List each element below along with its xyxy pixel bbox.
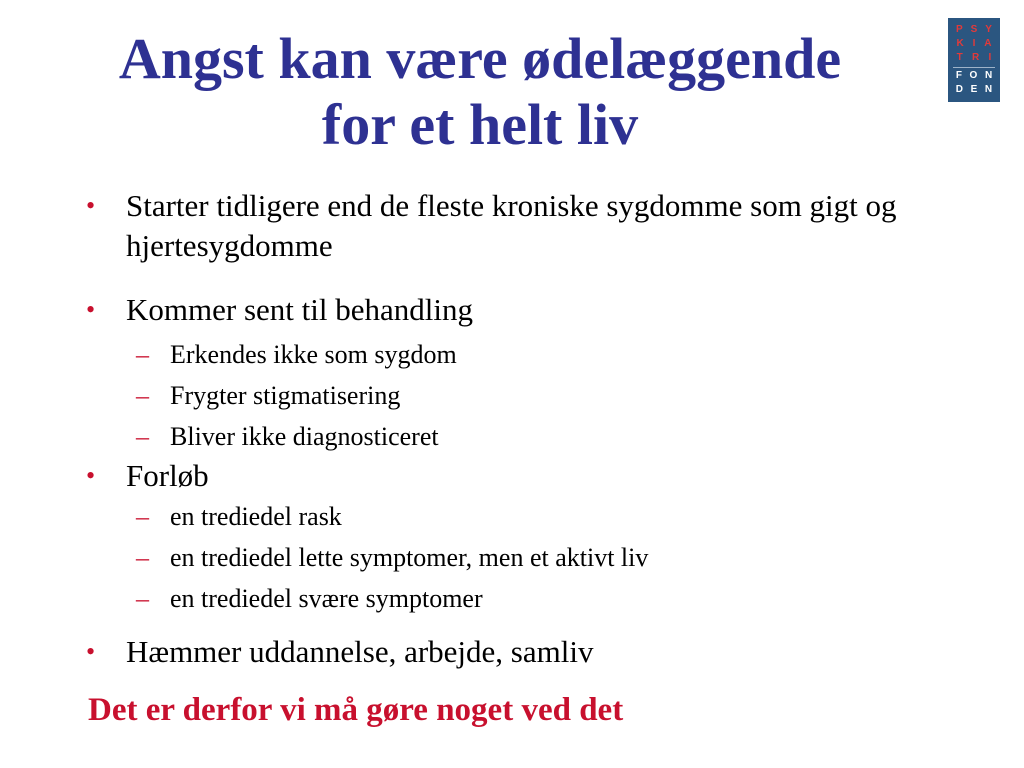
sub-item xyxy=(136,582,483,616)
bullet-text: Kommer sent til behandling xyxy=(126,292,473,327)
slide-title xyxy=(40,26,920,158)
bullet-marker: • xyxy=(86,191,96,220)
sub-text: en trediedel svære symptomer xyxy=(170,584,483,613)
sub-item xyxy=(136,500,342,534)
sub-item xyxy=(136,420,439,454)
logo-letter: I xyxy=(988,52,992,64)
bullet-item xyxy=(86,290,473,330)
sub-item xyxy=(136,338,457,372)
logo-letter: K xyxy=(956,38,964,50)
sub-text: Erkendes ikke som sygdom xyxy=(170,340,457,369)
logo-letter: E xyxy=(970,83,978,95)
sub-marker: – xyxy=(136,422,149,451)
logo-letter: I xyxy=(972,38,976,50)
logo-letter: A xyxy=(984,38,992,50)
logo-letter: S xyxy=(970,24,978,36)
logo-letter: F xyxy=(955,69,962,81)
bullet-text: Forløb xyxy=(126,458,209,493)
slide-title-line-1: Angst kan være ødelæggende xyxy=(118,26,842,91)
sub-marker: – xyxy=(136,584,149,613)
psykiatrifonden-logo xyxy=(948,18,1000,102)
sub-text: en trediedel rask xyxy=(170,502,342,531)
logo-row-3 xyxy=(948,52,1000,64)
sub-item xyxy=(136,541,648,575)
bullet-item xyxy=(86,456,209,496)
logo-letter: N xyxy=(984,69,993,81)
sub-item xyxy=(136,379,400,413)
logo-letter: N xyxy=(984,83,993,95)
bullet-marker: • xyxy=(86,461,96,490)
logo-row-4 xyxy=(948,70,1000,82)
logo-letter: Y xyxy=(985,24,992,36)
sub-marker: – xyxy=(136,381,149,410)
sub-text: Frygter stigmatisering xyxy=(170,381,401,410)
slide-title-line-2: for et helt liv xyxy=(321,92,639,157)
sub-marker: – xyxy=(136,543,149,572)
logo-row-5 xyxy=(948,84,1000,96)
logo-row-2 xyxy=(948,38,1000,50)
logo-letter: O xyxy=(969,69,978,81)
conclusion-text: Det er derfor vi må gøre noget ved det xyxy=(88,692,624,728)
sub-marker: – xyxy=(136,340,149,369)
logo-divider xyxy=(953,67,995,68)
logo-letter: D xyxy=(955,83,964,95)
bullet-item xyxy=(86,632,593,672)
bullet-marker: • xyxy=(86,295,96,324)
bullet-marker: • xyxy=(86,637,96,666)
bullet-text: Starter tidligere end de fleste kroniske sygdomme som gigt og hjertesygdomme xyxy=(126,188,897,263)
bullet-item xyxy=(86,186,926,266)
sub-text: en trediedel lette symptomer, men et aktivt liv xyxy=(170,543,649,572)
sub-marker: – xyxy=(136,502,149,531)
logo-row-1 xyxy=(948,24,1000,36)
sub-text: Bliver ikke diagnosticeret xyxy=(170,422,439,451)
logo-letter: P xyxy=(955,24,963,36)
logo-letter: R xyxy=(972,52,980,64)
bullet-text: Hæmmer uddannelse, arbejde, samliv xyxy=(126,634,594,669)
logo-letter: T xyxy=(956,52,963,64)
